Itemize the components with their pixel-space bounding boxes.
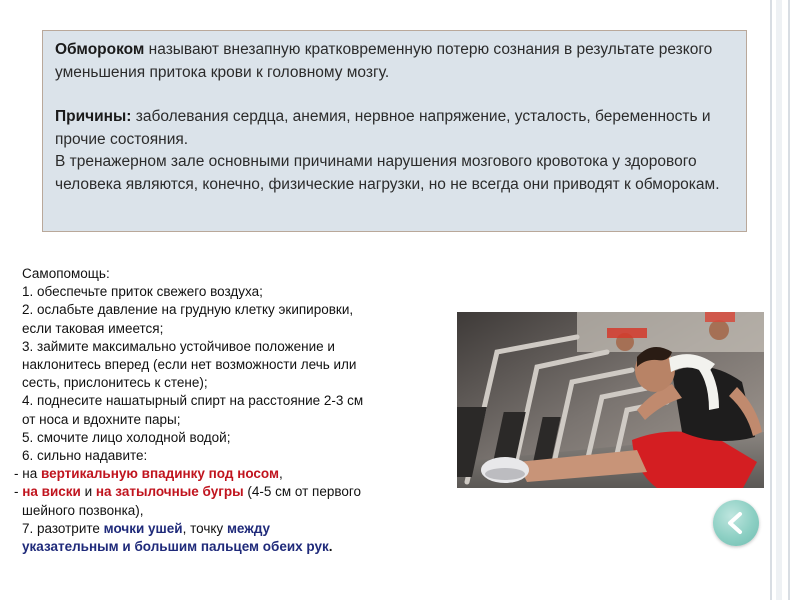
pressure-point-2	[14, 483, 452, 501]
selfhelp-step-cont: сесть, прислонитесь к стене);	[22, 375, 208, 391]
bullet-suffix: ,	[279, 466, 283, 482]
selfhelp-step-cont: от носа и вдохните пары;	[22, 411, 181, 427]
definition-paragraph	[55, 39, 734, 84]
definition-text: называют внезапную кратковременную потерю сознания в результате резкого уменьшения притока крови к головному мозгу.	[55, 41, 713, 81]
chevron-left-icon	[713, 500, 759, 546]
causes-label: Причины:	[55, 108, 132, 125]
point-highlight: между	[226, 520, 271, 536]
point-highlight: вертикальную впадинку под носом	[40, 466, 279, 482]
point-highlight: на виски	[22, 484, 81, 500]
bullet-suffix: (4-5 см от первого	[243, 484, 362, 500]
decor-stripe	[776, 0, 782, 600]
selfhelp-step-cont: если таковая имеется;	[22, 320, 164, 336]
bullet-prefix: -	[14, 484, 23, 500]
gym-photo-illustration	[457, 312, 764, 488]
selfhelp-step	[22, 520, 452, 538]
selfhelp-title: Самопомощь:	[22, 266, 110, 281]
gym-paragraph: В тренажерном зале основными причинами нарушения мозгового кровотока у здорового человека являются, конечно, физические нагрузки, но не всегда они приводят к обморокам.	[55, 153, 720, 193]
causes-text: заболевания сердца, анемия, нервное напряжение, усталость, беременность и прочие состояния.	[55, 108, 711, 148]
definition-box	[42, 30, 747, 232]
definition-term: Обмороком	[55, 41, 145, 58]
pressure-point-2-cont: шейного позвонка),	[22, 502, 144, 518]
selfhelp-step: 1. обеспечьте приток свежего воздуха;	[22, 284, 263, 300]
back-nav-button[interactable]	[713, 500, 759, 546]
selfhelp-step-cont	[22, 538, 452, 556]
selfhelp-list	[14, 265, 452, 556]
selfhelp-step: 2. ослабьте давление на грудную клетку экипировки,	[22, 302, 354, 318]
step-prefix: 7. разотрите	[22, 520, 104, 536]
decor-stripe	[788, 0, 790, 600]
selfhelp-step: 6. сильно надавите:	[22, 448, 148, 464]
bullet-joiner: и	[80, 484, 96, 500]
point-highlight: мочки ушей	[103, 520, 183, 536]
gym-fatigue-photo	[457, 312, 764, 488]
selfhelp-step-cont: наклонитесь вперед (если нет возможности лечь или	[22, 357, 357, 373]
decor-stripe	[770, 0, 772, 600]
bullet-prefix: - на	[14, 466, 41, 482]
pressure-point-1	[14, 465, 452, 483]
selfhelp-step: 4. поднесите нашатырный спирт на расстояние 2-3 см	[22, 393, 364, 409]
point-highlight: на затылочные бугры	[95, 484, 244, 500]
selfhelp-step: 3. займите максимально устойчивое положение и	[22, 338, 335, 354]
point-highlight: указательным и большим пальцем обеих рук	[22, 539, 329, 555]
step-joiner: , точку	[182, 520, 227, 536]
step-suffix: .	[328, 539, 333, 555]
causes-paragraph	[55, 106, 734, 151]
selfhelp-step: 5. смочите лицо холодной водой;	[22, 429, 231, 445]
